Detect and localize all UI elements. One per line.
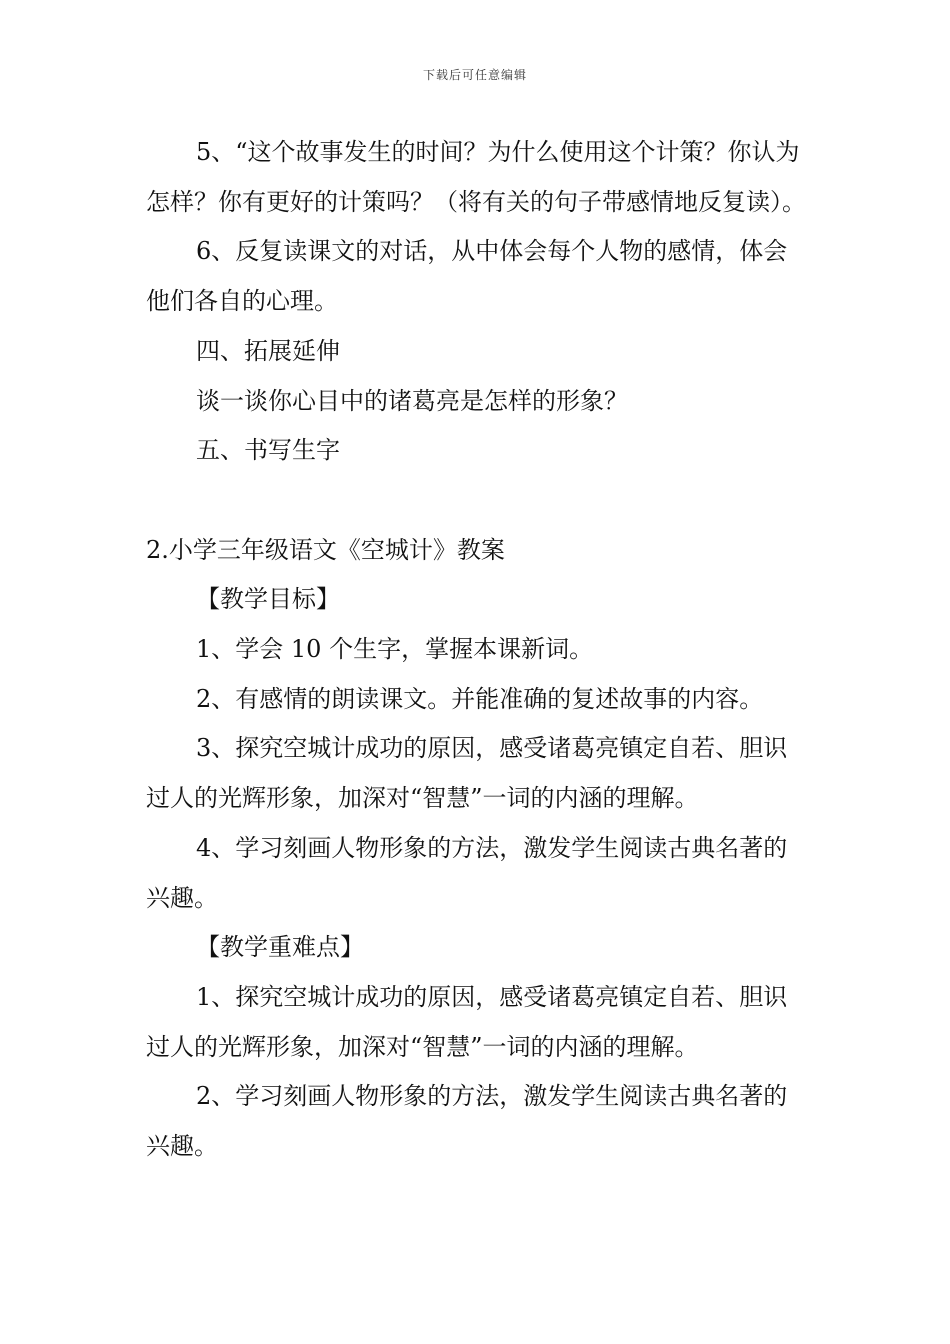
- key-point-item-2: 2、学习刻画人物形象的方法，激发学生阅读古典名著的兴趣。: [146, 1082, 788, 1161]
- section-heading-goals: 【教学目标】: [196, 585, 340, 614]
- key-point-item-1: 1、探究空城计成功的原因，感受诸葛亮镇定自若、胆识过人的光辉形象，加深对“智慧”一词的内涵的理解。: [146, 982, 788, 1061]
- goal-item-3: 3、探究空城计成功的原因，感受诸葛亮镇定自若、胆识过人的光辉形象，加深对“智慧”一词的内涵的理解。: [146, 734, 788, 813]
- document-body: [146, 128, 806, 1172]
- section-heading-extension: 四、拓展延伸: [196, 336, 340, 365]
- paragraph-discussion: 谈一谈你心目中的诸葛亮是怎样的形象？: [196, 386, 628, 415]
- paragraph-question-5: 5、“这个故事发生的时间？为什么使用这个计策？你认为怎样？你有更好的计策吗？（将有关的句子带感情地反复读）。: [146, 138, 806, 216]
- goal-item-2: 2、有感情的朗读课文。并能准确的复述故事的内容。: [196, 684, 764, 713]
- lesson-title: 2.小学三年级语文《空城计》教案: [146, 535, 505, 564]
- page-header: 下载后可任意编辑: [422, 68, 527, 82]
- goal-item-1: 1、学会 10 个生字，掌握本课新词。: [196, 635, 594, 664]
- blank-line: [146, 476, 806, 526]
- paragraph-question-6: 6、反复读课文的对话，从中体会每个人物的感情，体会他们各自的心理。: [146, 237, 788, 316]
- goal-item-4: 4、学习刻画人物形象的方法，激发学生阅读古典名著的兴趣。: [146, 833, 788, 912]
- section-heading-key-points: 【教学重难点】: [196, 933, 364, 962]
- section-heading-writing: 五、书写生字: [196, 436, 340, 465]
